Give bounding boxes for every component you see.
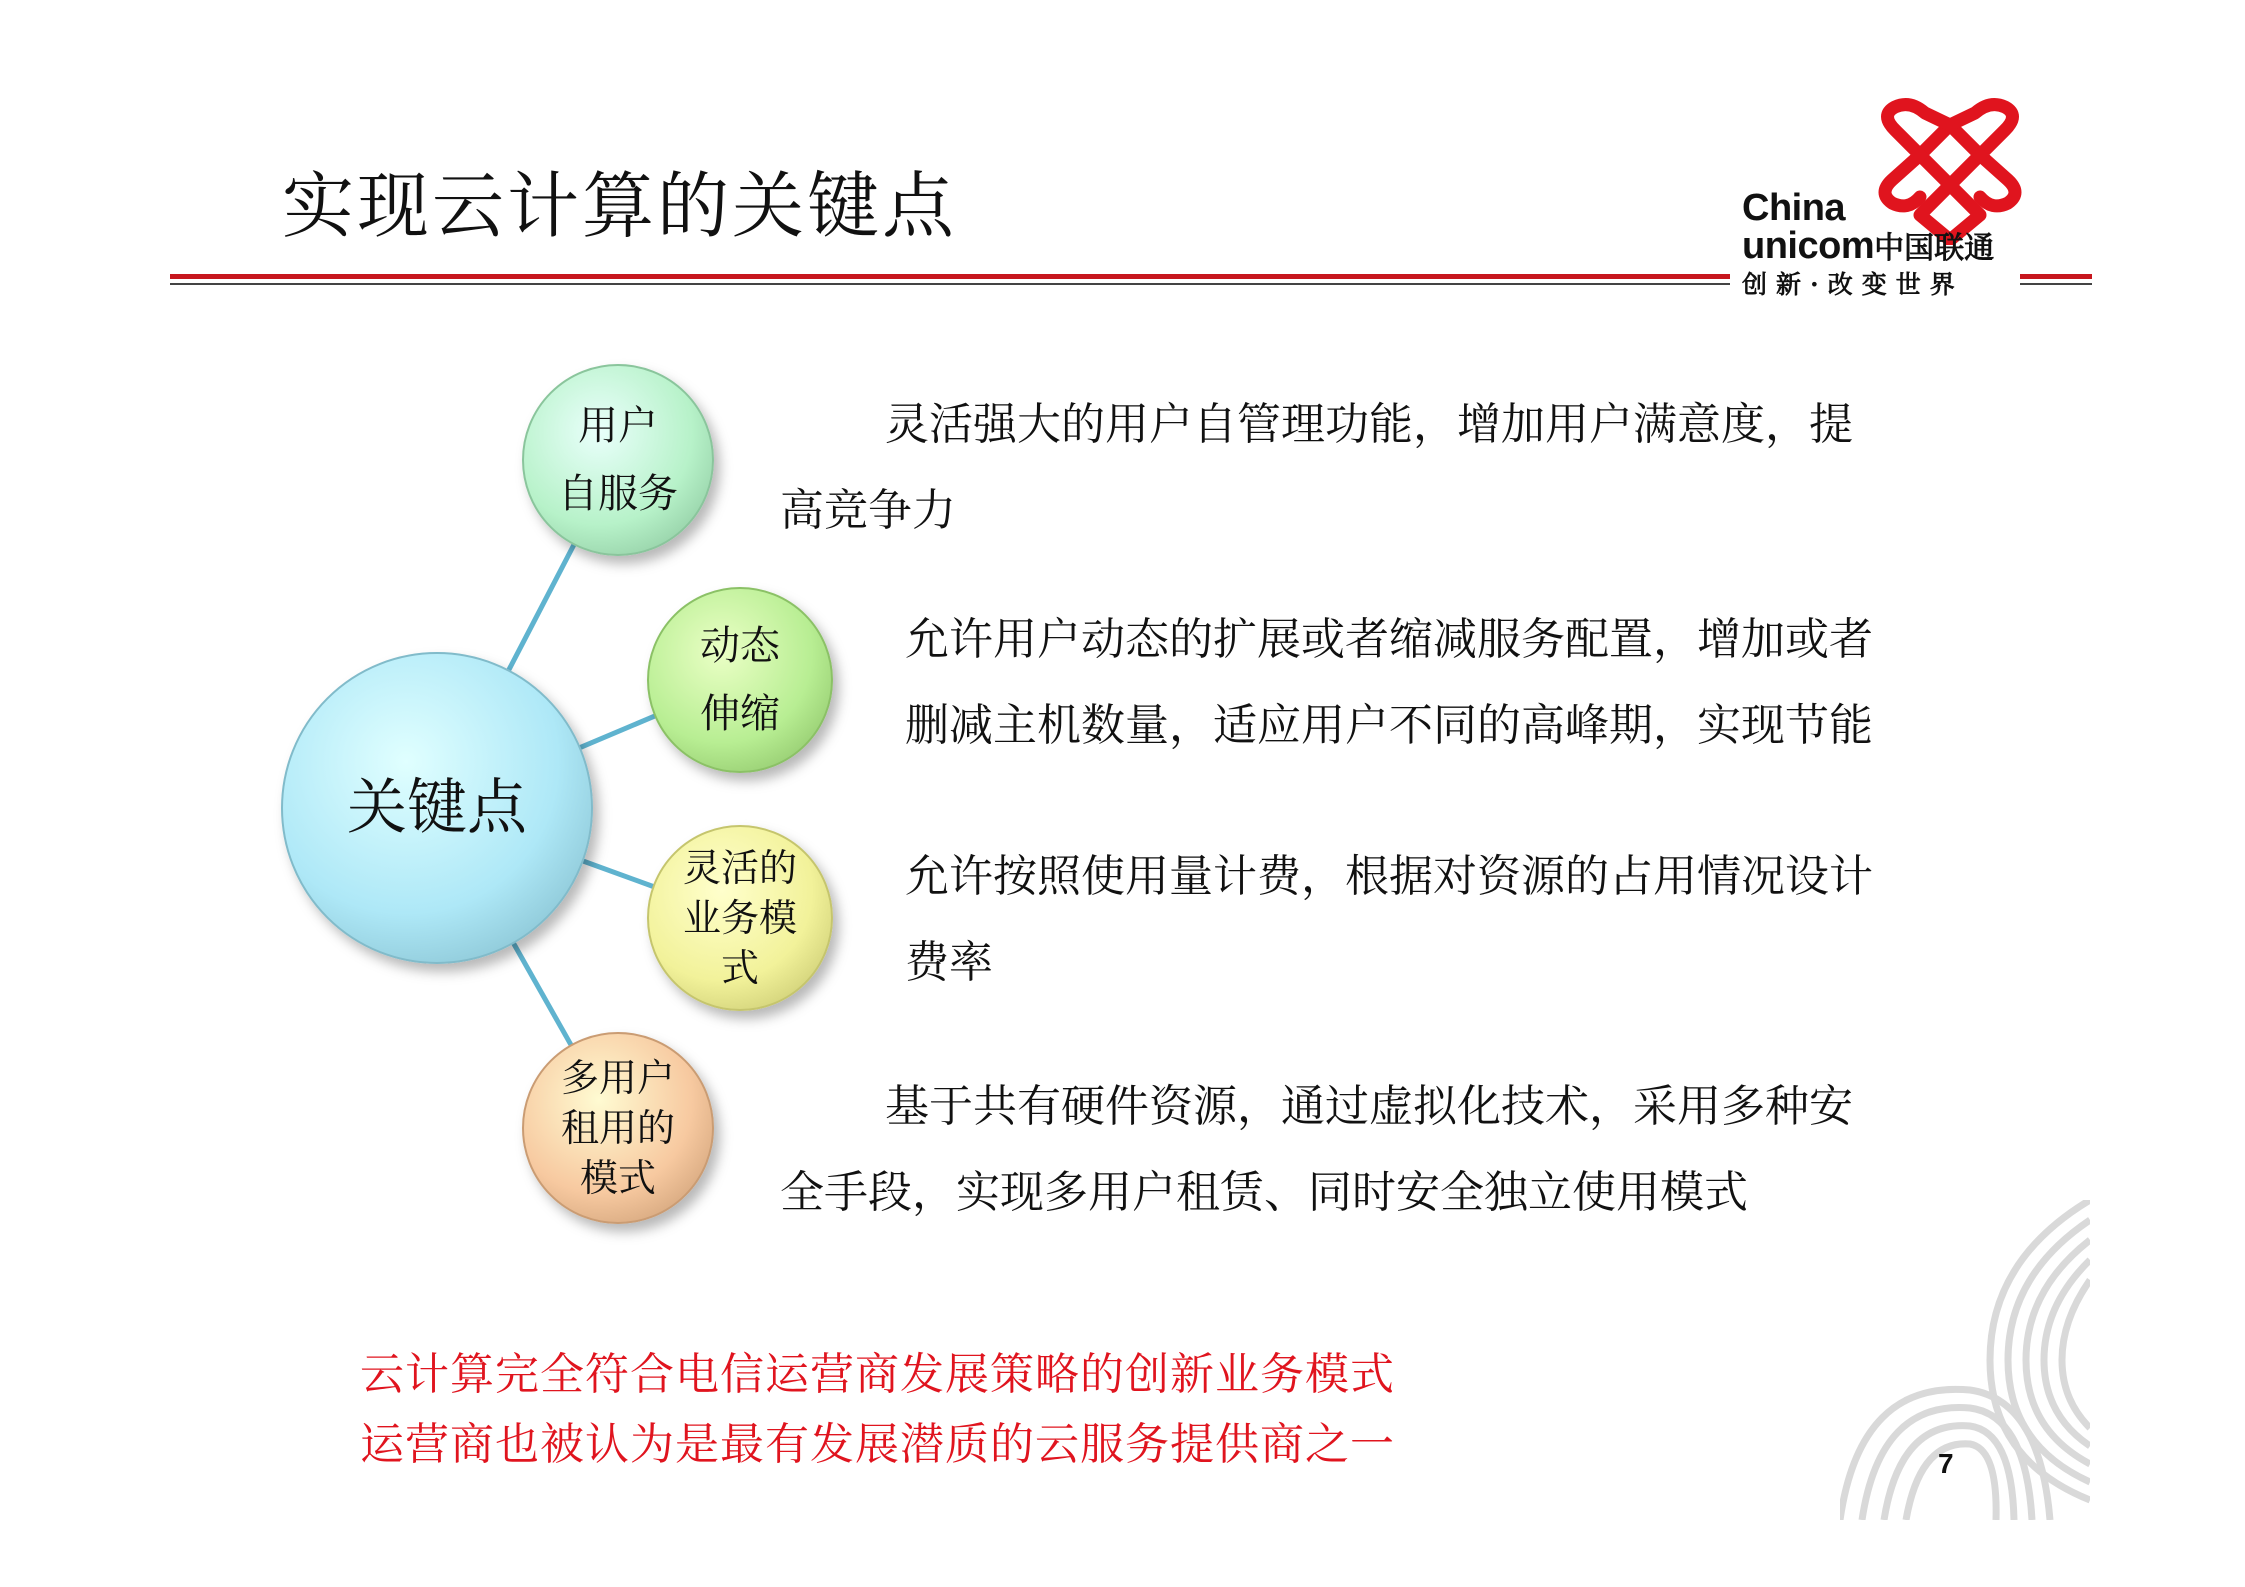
connector-line-1 (509, 544, 575, 670)
node-label-3-line-3: 式 (720, 946, 759, 990)
node-label-4 (523, 1053, 713, 1203)
node-label-3-line-2: 业务模 (682, 896, 797, 940)
description-2-line-1: 允许用户动态的扩展或者缩减服务配置，增加或者 (905, 614, 1873, 665)
page-number: 7 (1938, 1448, 1954, 1479)
node-label-1-line-1: 用户 (578, 403, 658, 449)
node-label-4-line-3: 模式 (579, 1156, 656, 1200)
connector-line-3 (583, 861, 654, 887)
description-3-line-2: 费率 (905, 937, 993, 988)
conclusion-line-1: 云计算完全符合电信运营商发展策略的创新业务模式 (360, 1349, 1395, 1400)
description-4 (780, 1064, 1990, 1236)
description-1-line-2: 高竞争力 (780, 485, 956, 536)
description-3 (905, 834, 2005, 1006)
node-label-4-line-1: 多用户 (560, 1056, 675, 1100)
description-1 (780, 382, 1990, 554)
description-1-line-1: 灵活强大的用户自管理功能，增加用户满意度，提 (885, 399, 1853, 450)
slide-title: 实现云计算的关键点 (282, 164, 958, 248)
connector-line-4 (513, 943, 571, 1045)
description-3-line-1: 允许按照使用量计费，根据对资源的占用情况设计 (905, 851, 1873, 902)
node-label-2 (648, 612, 832, 748)
logo-unicom-latin: unicom (1742, 225, 1875, 267)
logo-wordmark-china: China (1742, 187, 1846, 229)
description-4-line-2: 全手段，实现多用户租赁、同时安全独立使用模式 (780, 1167, 1748, 1218)
corner-knot-watermark (1840, 1200, 2090, 1520)
node-label-3 (648, 843, 832, 993)
node-label-2-line-2: 伸缩 (700, 691, 780, 737)
node-label-2-line-1: 动态 (700, 623, 780, 669)
center-label: 关键点 (347, 773, 527, 843)
logo-slogan: 创新·改变世界 (1742, 270, 1964, 299)
conclusion-line-2: 运营商也被认为是最有发展潜质的云服务提供商之一 (360, 1419, 1395, 1470)
description-2 (905, 597, 2005, 769)
node-label-4-line-2: 租用的 (560, 1106, 675, 1150)
node-label-1-line-2: 自服务 (558, 471, 678, 517)
connector-line-2 (580, 716, 655, 748)
logo-unicom-chinese: 中国联通 (1874, 232, 1995, 265)
node-label-1 (523, 392, 713, 528)
description-4-line-1: 基于共有硬件资源，通过虚拟化技术，采用多种安 (885, 1081, 1853, 1132)
node-label-3-line-1: 灵活的 (682, 846, 797, 890)
description-2-line-2: 删减主机数量，适应用户不同的高峰期，实现节能 (905, 700, 1873, 751)
